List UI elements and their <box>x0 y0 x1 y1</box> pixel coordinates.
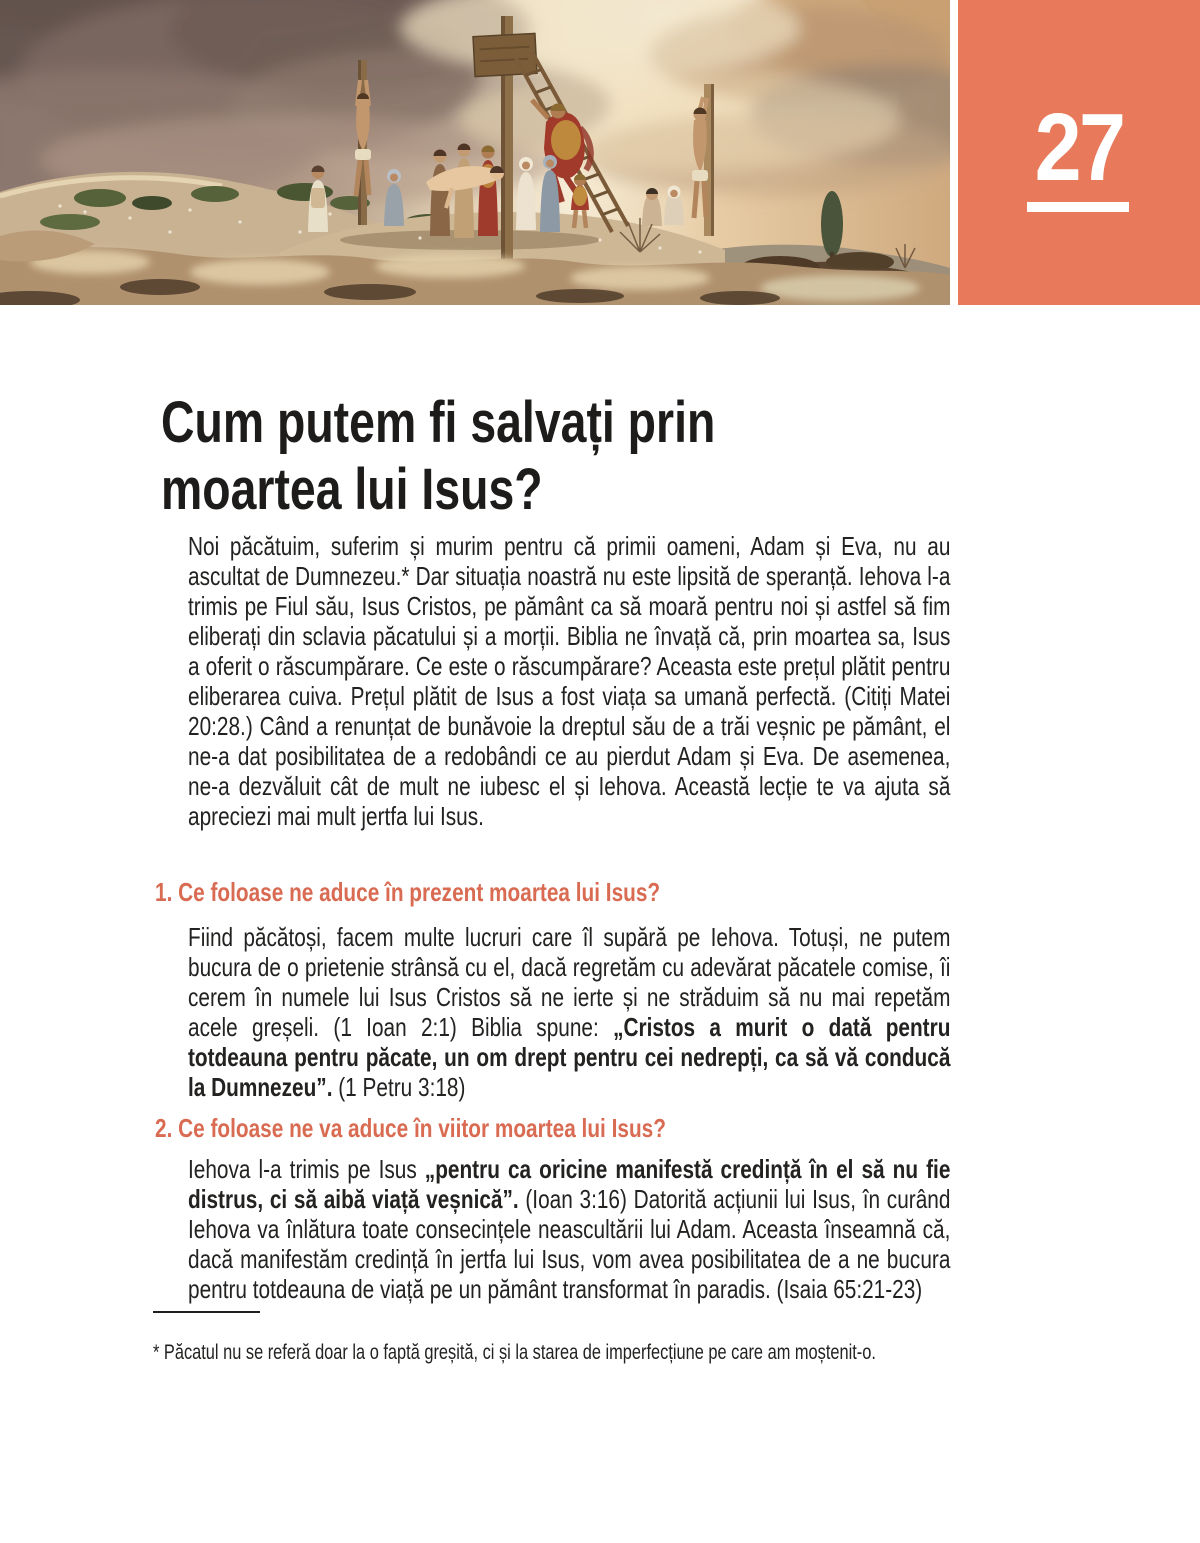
section-2-heading: 2. Ce foloase ne va aduce în viitor moartea lui Isus? <box>155 1112 666 1143</box>
titulus-sign <box>473 33 537 76</box>
section-1-paragraph: Fiind păcătoși, facem multe lucruri care îl supără pe Iehova. Totuși, ne putem bucura de o prietenie strânsă cu el, dacă regretăm cu adevărat păcatele comise, îi cerem în numele lui Isus Cristos să ne ierte și ne străduim să nu mai repetăm acele greșeli. (1 Ioan 2:1) Biblia spune: „Cristos a murit o dată pentru totdeauna pentru păcate, un om drept pentru cei nedrepți, ca să vă conducă la Dumnezeu”. (1 Petru 3:18) <box>188 922 951 1102</box>
chapter-underline <box>1027 202 1129 212</box>
hero-crucifixion-image <box>0 0 950 305</box>
footnote-rule <box>153 1311 260 1313</box>
footnote-text: * Păcatul nu se referă doar la o faptă greșită, ci și la starea de imperfecțiune pe care am moștenit-o. <box>153 1341 876 1364</box>
section-1-heading: 1. Ce foloase ne aduce în prezent moartea lui Isus? <box>155 876 661 907</box>
chapter-badge <box>958 0 1200 305</box>
scrub-mound-2 <box>826 252 894 272</box>
intro-paragraph: Noi păcătuim, suferim și murim pentru că primii oameni, Adam și Eva, nu au ascultat de Dumnezeu.* Dar situația noastră nu este lipsită de speranță. Iehova l-a trimis pe Fiul său, Isus Cristos, pe pământ ca să moară pentru noi și astfel să fim eliberați din sclavia păcatului și a morții. Biblia ne învață că, prin moartea sa, Isus a oferit o răscumpărare. Ce este o răscumpărare? Aceasta este prețul plătit pentru eliberarea cuiva. Prețul plătit de Isus a fost viața sa umană perfectă. (Citiți Matei 20:28.) Când a renunțat de bunăvoie la dreptul său de a trăi veșnic pe pământ, el ne-a dat posibilitatea de a redobândi ce au pierdut Adam și Eva. De asemenea, ne-a dezvăluit cât de mult ne iubesc el și Iehova. Această lecție te va ajuta să apreciezi mai mult jertfa lui Isus. <box>188 531 951 831</box>
chapter-number: 27 <box>1034 94 1124 201</box>
page-title: Cum putem fi salvați prin moartea lui Isus? <box>161 389 716 522</box>
section-2-paragraph: Iehova l-a trimis pe Isus „pentru ca oricine manifestă credință în el să nu fie distrus, ci să aibă viață veșnică”. (Ioan 3:16) Datorită acțiunii lui Isus, în curând Iehova va înlătura toate consecințele neascultării lui Adam. Aceasta înseamnă că, dacă manifestăm credință în jertfa lui Isus, vom avea posibilitatea de a ne bucura pentru totdeauna de viață pe un pământ transformat în paradis. (Isaia 65:21-23) <box>188 1154 951 1304</box>
